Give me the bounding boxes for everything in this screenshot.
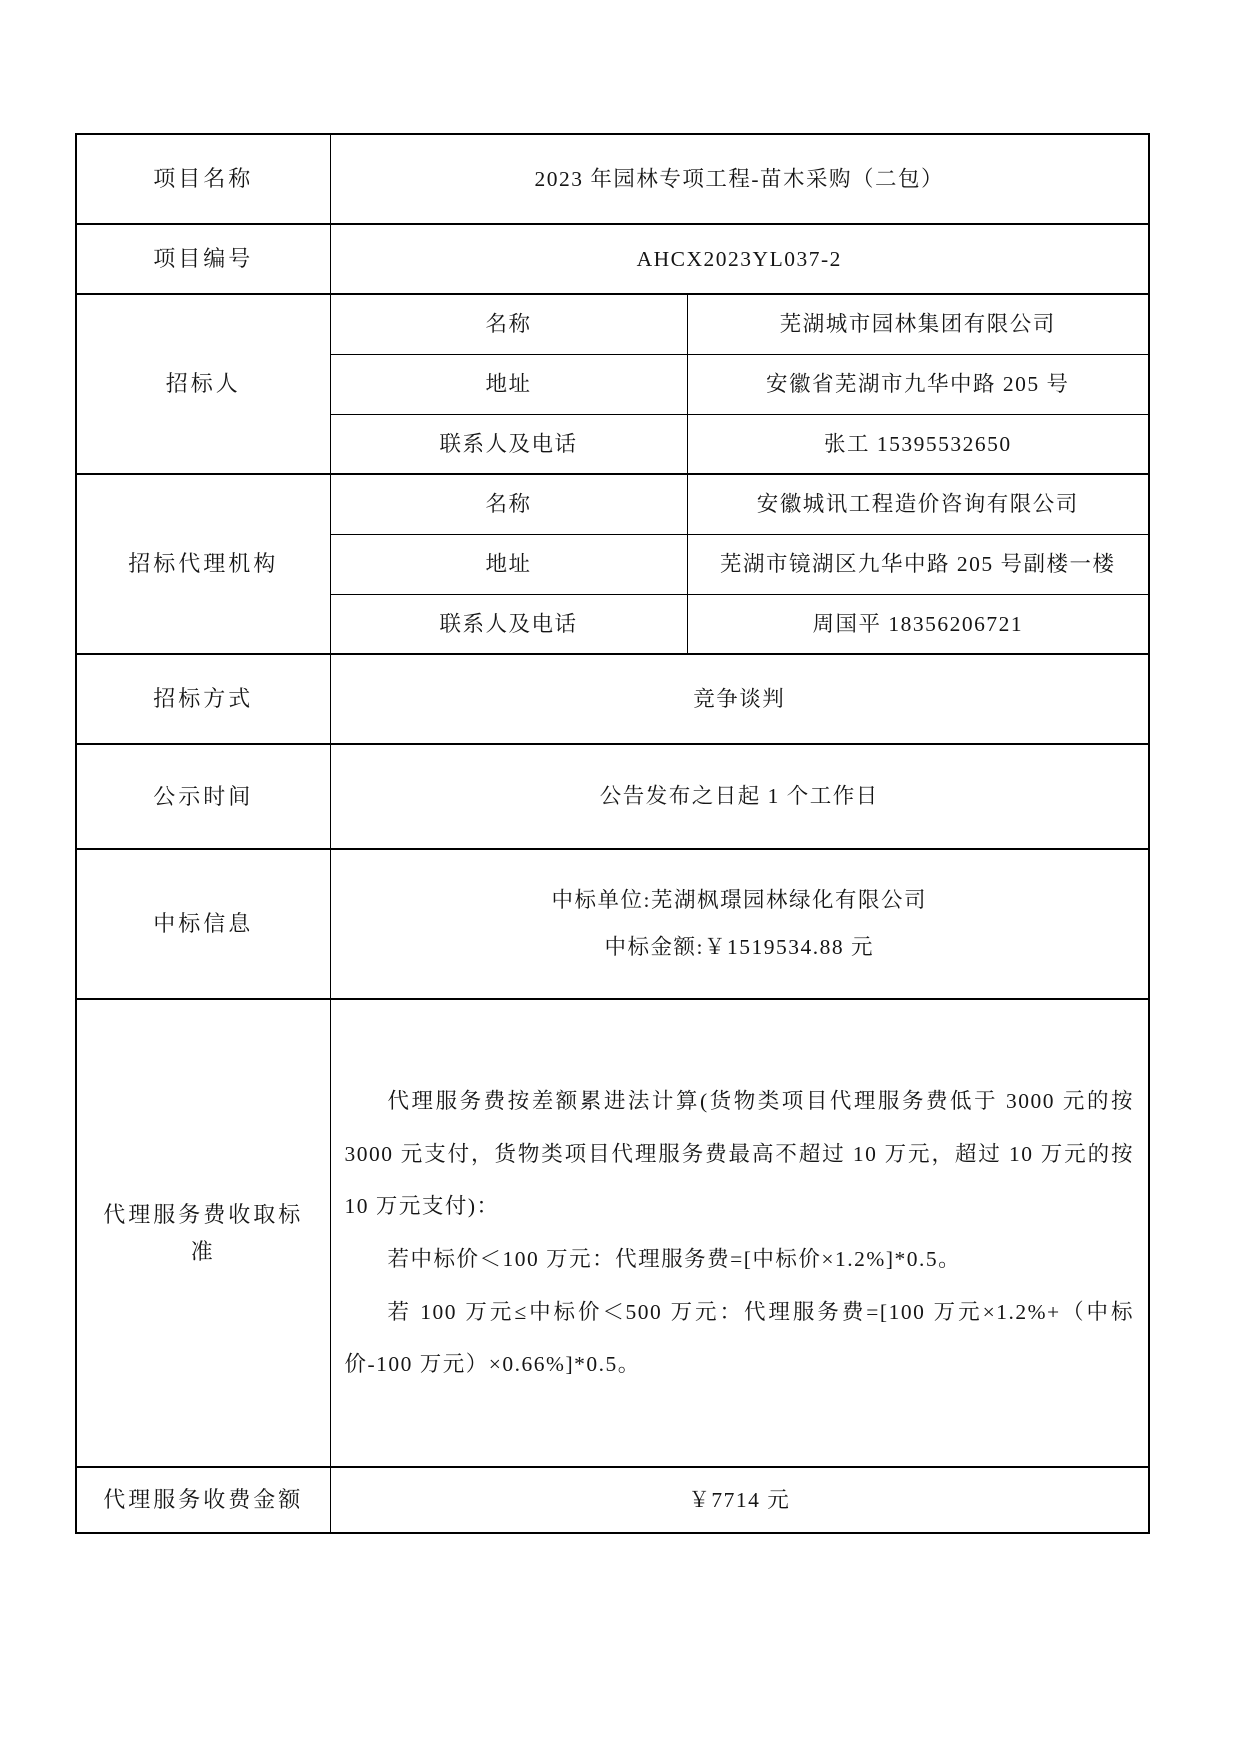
project-number-value: AHCX2023YL037-2 [330, 224, 1149, 294]
fee-amount-value: ￥7714 元 [330, 1467, 1149, 1533]
award-info-value [330, 849, 1149, 999]
agency-address-value: 芜湖市镜湖区九华中路 205 号副楼一楼 [687, 534, 1149, 594]
agency-contact-label: 联系人及电话 [330, 594, 687, 654]
award-winner-line: 中标单位:芜湖枫璟园林绿化有限公司 [551, 887, 927, 912]
award-info-label: 中标信息 [76, 849, 330, 999]
tenderer-label: 招标人 [76, 294, 330, 474]
tenderer-contact-value: 张工 15395532650 [687, 414, 1149, 474]
tenderer-address-label: 地址 [330, 354, 687, 414]
project-number-row [76, 224, 1149, 294]
fee-standard-paragraph-1: 代理服务费按差额累进法计算(货物类项目代理服务费低于 3000 元的按 3000 元支付，货物类项目代理服务费最高不超过 10 万元，超过 10 万元的按 10 万元支付)： [344, 1088, 1135, 1219]
fee-amount-row [76, 1467, 1149, 1533]
agency-contact-value: 周国平 18356206721 [687, 594, 1149, 654]
award-info-row [76, 849, 1149, 999]
publicity-period-value: 公告发布之日起 1 个工作日 [330, 744, 1149, 849]
project-name-label: 项目名称 [76, 134, 330, 224]
agency-address-label: 地址 [330, 534, 687, 594]
agency-name-value: 安徽城讯工程造价咨询有限公司 [687, 474, 1149, 534]
tenderer-name-row [76, 294, 1149, 354]
fee-standard-paragraph-2: 若中标价＜100 万元：代理服务费=[中标价×1.2%]*0.5。 [387, 1247, 962, 1271]
bidding-method-label: 招标方式 [76, 654, 330, 744]
tenderer-contact-label: 联系人及电话 [330, 414, 687, 474]
bidding-method-value: 竞争谈判 [330, 654, 1149, 744]
agency-label: 招标代理机构 [76, 474, 330, 654]
fee-amount-label: 代理服务收费金额 [76, 1467, 330, 1533]
document-table [75, 133, 1150, 1534]
bidding-method-row [76, 654, 1149, 744]
tenderer-name-label: 名称 [330, 294, 687, 354]
project-number-label: 项目编号 [76, 224, 330, 294]
fee-standard-label: 代理服务费收取标准 [76, 999, 330, 1467]
project-name-row [76, 134, 1149, 224]
fee-standard-row [76, 999, 1149, 1467]
publicity-period-label: 公示时间 [76, 744, 330, 849]
project-name-value: 2023 年园林专项工程-苗木采购（二包） [330, 134, 1149, 224]
tenderer-name-value: 芜湖城市园林集团有限公司 [687, 294, 1149, 354]
agency-name-label: 名称 [330, 474, 687, 534]
publicity-period-row [76, 744, 1149, 849]
fee-standard-value [330, 999, 1149, 1467]
fee-standard-paragraph-3: 若 100 万元≤中标价＜500 万元：代理服务费=[100 万元×1.2%+（中标价-100 万元）×0.66%]*0.5。 [344, 1299, 1135, 1377]
agency-name-row [76, 474, 1149, 534]
tenderer-address-value: 安徽省芜湖市九华中路 205 号 [687, 354, 1149, 414]
award-amount-line: 中标金额:￥1519534.88 元 [604, 935, 874, 959]
